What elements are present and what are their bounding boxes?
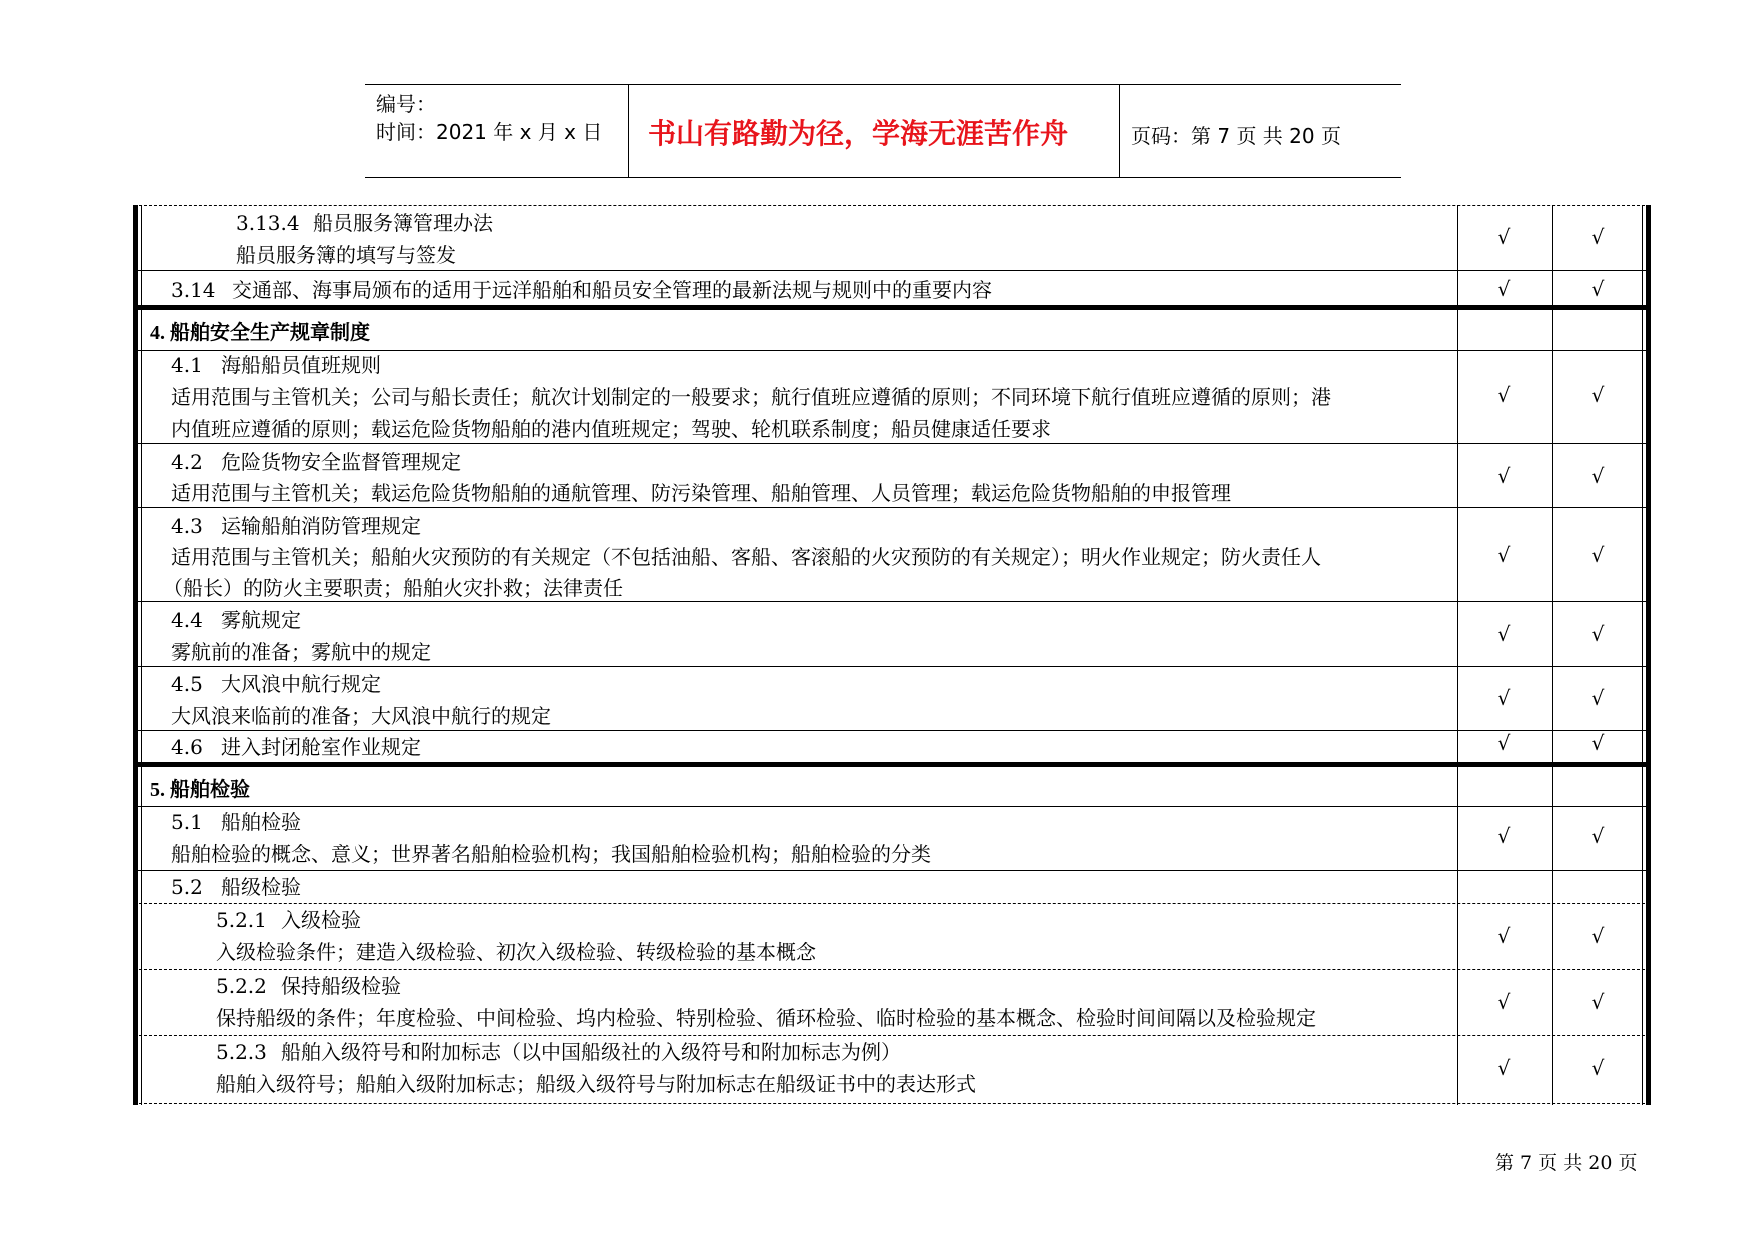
item-description: 适用范围与主管机关；船舶火灾预防的有关规定（不包括油船、客船、客滚船的火灾预防的有关规定）；明火作业规定；防火责任人 <box>171 545 1321 569</box>
item-title: 入级检验 <box>281 908 361 932</box>
check-mark: √ <box>1591 990 1605 1014</box>
item-title: 雾航规定 <box>221 608 301 632</box>
item-description: 内值班应遵循的原则；载运危险货物船舶的港内值班规定；驾驶、轮机联系制度；船员健康适任要求 <box>171 417 1051 441</box>
check-mark: √ <box>1591 464 1605 488</box>
check-mark: √ <box>1497 824 1511 848</box>
row-rule <box>134 806 1650 807</box>
table-bottom-dashed-rule <box>134 1103 1650 1104</box>
check-mark: √ <box>1497 1056 1511 1080</box>
header-page-info: 页码：第 7 页 共 20 页 <box>1131 124 1341 148</box>
check-mark: √ <box>1497 464 1511 488</box>
table-column-divider-2 <box>1552 205 1553 1105</box>
item-code: 3.13.4 <box>236 211 300 235</box>
item-description: 船舶入级符号；船舶入级附加标志；船级入级符号与附加标志在船级证书中的表达形式 <box>216 1072 976 1096</box>
header-motto: 书山有路勤为径，学海无涯苦作舟 <box>647 117 1068 150</box>
item-title: 运输船舶消防管理规定 <box>221 514 421 538</box>
item-title: 交通部、海事局颁布的适用于远洋船舶和船员安全管理的最新法规与规则中的重要内容 <box>232 278 992 302</box>
check-mark: √ <box>1497 622 1511 646</box>
item-title: 海船船员值班规则 <box>221 353 381 377</box>
item-title: 船员服务簿管理办法 <box>313 211 493 235</box>
item-title: 船级检验 <box>221 875 301 899</box>
item-code: 3.14 <box>171 278 216 302</box>
table-right-border-inner <box>1642 205 1643 1105</box>
item-description: （船长）的防火主要职责；船舶火灾扑救；法律责任 <box>163 576 623 600</box>
item-title: 进入封闭舱室作业规定 <box>221 735 421 759</box>
table-left-border-outer <box>133 205 138 1105</box>
document-time-label: 时间：2021 年 x 月 x 日 <box>376 120 603 144</box>
item-description: 船舶检验的概念、意义；世界著名船舶检验机构；我国船舶检验机构；船舶检验的分类 <box>171 842 931 866</box>
table-left-border-inner <box>141 205 142 1105</box>
check-mark: √ <box>1591 622 1605 646</box>
item-description: 适用范围与主管机关；公司与船长责任；航次计划制定的一般要求；航行值班应遵循的原则；不同环境下航行值班应遵循的原则；港 <box>171 385 1331 409</box>
page-footer: 第 7 页 共 20 页 <box>1495 1152 1638 1174</box>
check-mark: √ <box>1497 686 1511 710</box>
check-mark: √ <box>1591 824 1605 848</box>
item-code: 4.5 <box>171 672 203 696</box>
header-bottom-rule <box>365 177 1401 178</box>
item-title: 船舶入级符号和附加标志（以中国船级社的入级符号和附加标志为例） <box>281 1040 901 1064</box>
check-mark: √ <box>1497 731 1511 755</box>
check-mark: √ <box>1591 225 1605 249</box>
item-description: 入级检验条件；建造入级检验、初次入级检验、转级检验的基本概念 <box>216 940 816 964</box>
check-mark: √ <box>1497 277 1511 301</box>
item-code: 4.4 <box>171 608 203 632</box>
header-top-rule <box>365 84 1401 85</box>
document-number-label: 编号： <box>376 92 436 116</box>
item-description: 保持船级的条件；年度检验、中间检验、坞内检验、特别检验、循环检验、临时检验的基本概念、检验时间间隔以及检验规定 <box>216 1006 1316 1030</box>
item-code: 4.6 <box>171 735 203 759</box>
check-mark: √ <box>1497 543 1511 567</box>
item-code: 5.2.2 <box>216 974 267 998</box>
item-code: 4.3 <box>171 514 203 538</box>
check-mark: √ <box>1497 924 1511 948</box>
check-mark: √ <box>1591 731 1605 755</box>
section-heading: 5. 船舶检验 <box>150 779 250 801</box>
check-mark: √ <box>1497 225 1511 249</box>
item-description: 雾航前的准备；雾航中的规定 <box>171 640 431 664</box>
check-mark: √ <box>1591 383 1605 407</box>
row-rule <box>134 870 1650 871</box>
check-mark: √ <box>1591 686 1605 710</box>
item-title: 危险货物安全监督管理规定 <box>221 450 461 474</box>
item-code: 5.2.1 <box>216 908 267 932</box>
table-column-divider-1 <box>1457 205 1458 1105</box>
check-mark: √ <box>1591 1056 1605 1080</box>
table-top-dashed-rule <box>134 205 1650 206</box>
item-code: 4.2 <box>171 450 203 474</box>
item-title: 保持船级检验 <box>281 974 401 998</box>
item-description: 大风浪来临前的准备；大风浪中航行的规定 <box>171 704 551 728</box>
item-code: 5.2.3 <box>216 1040 267 1064</box>
item-title: 船舶检验 <box>221 810 301 834</box>
check-mark: √ <box>1497 990 1511 1014</box>
check-mark: √ <box>1497 383 1511 407</box>
check-mark: √ <box>1591 277 1605 301</box>
check-mark: √ <box>1591 924 1605 948</box>
item-title: 大风浪中航行规定 <box>221 672 381 696</box>
item-code: 5.1 <box>171 810 203 834</box>
item-code: 5.2 <box>171 875 203 899</box>
item-description: 适用范围与主管机关；载运危险货物船舶的通航管理、防污染管理、船舶管理、人员管理；载运危险货物船舶的申报管理 <box>171 481 1231 505</box>
check-mark: √ <box>1591 543 1605 567</box>
table-right-border-outer <box>1646 205 1651 1105</box>
item-description: 船员服务簿的填写与签发 <box>236 243 456 267</box>
section-heading: 4. 船舶安全生产规章制度 <box>150 322 370 344</box>
row-dashed-rule <box>134 903 1650 904</box>
header-divider-2 <box>1119 84 1120 177</box>
item-code: 4.1 <box>171 353 203 377</box>
